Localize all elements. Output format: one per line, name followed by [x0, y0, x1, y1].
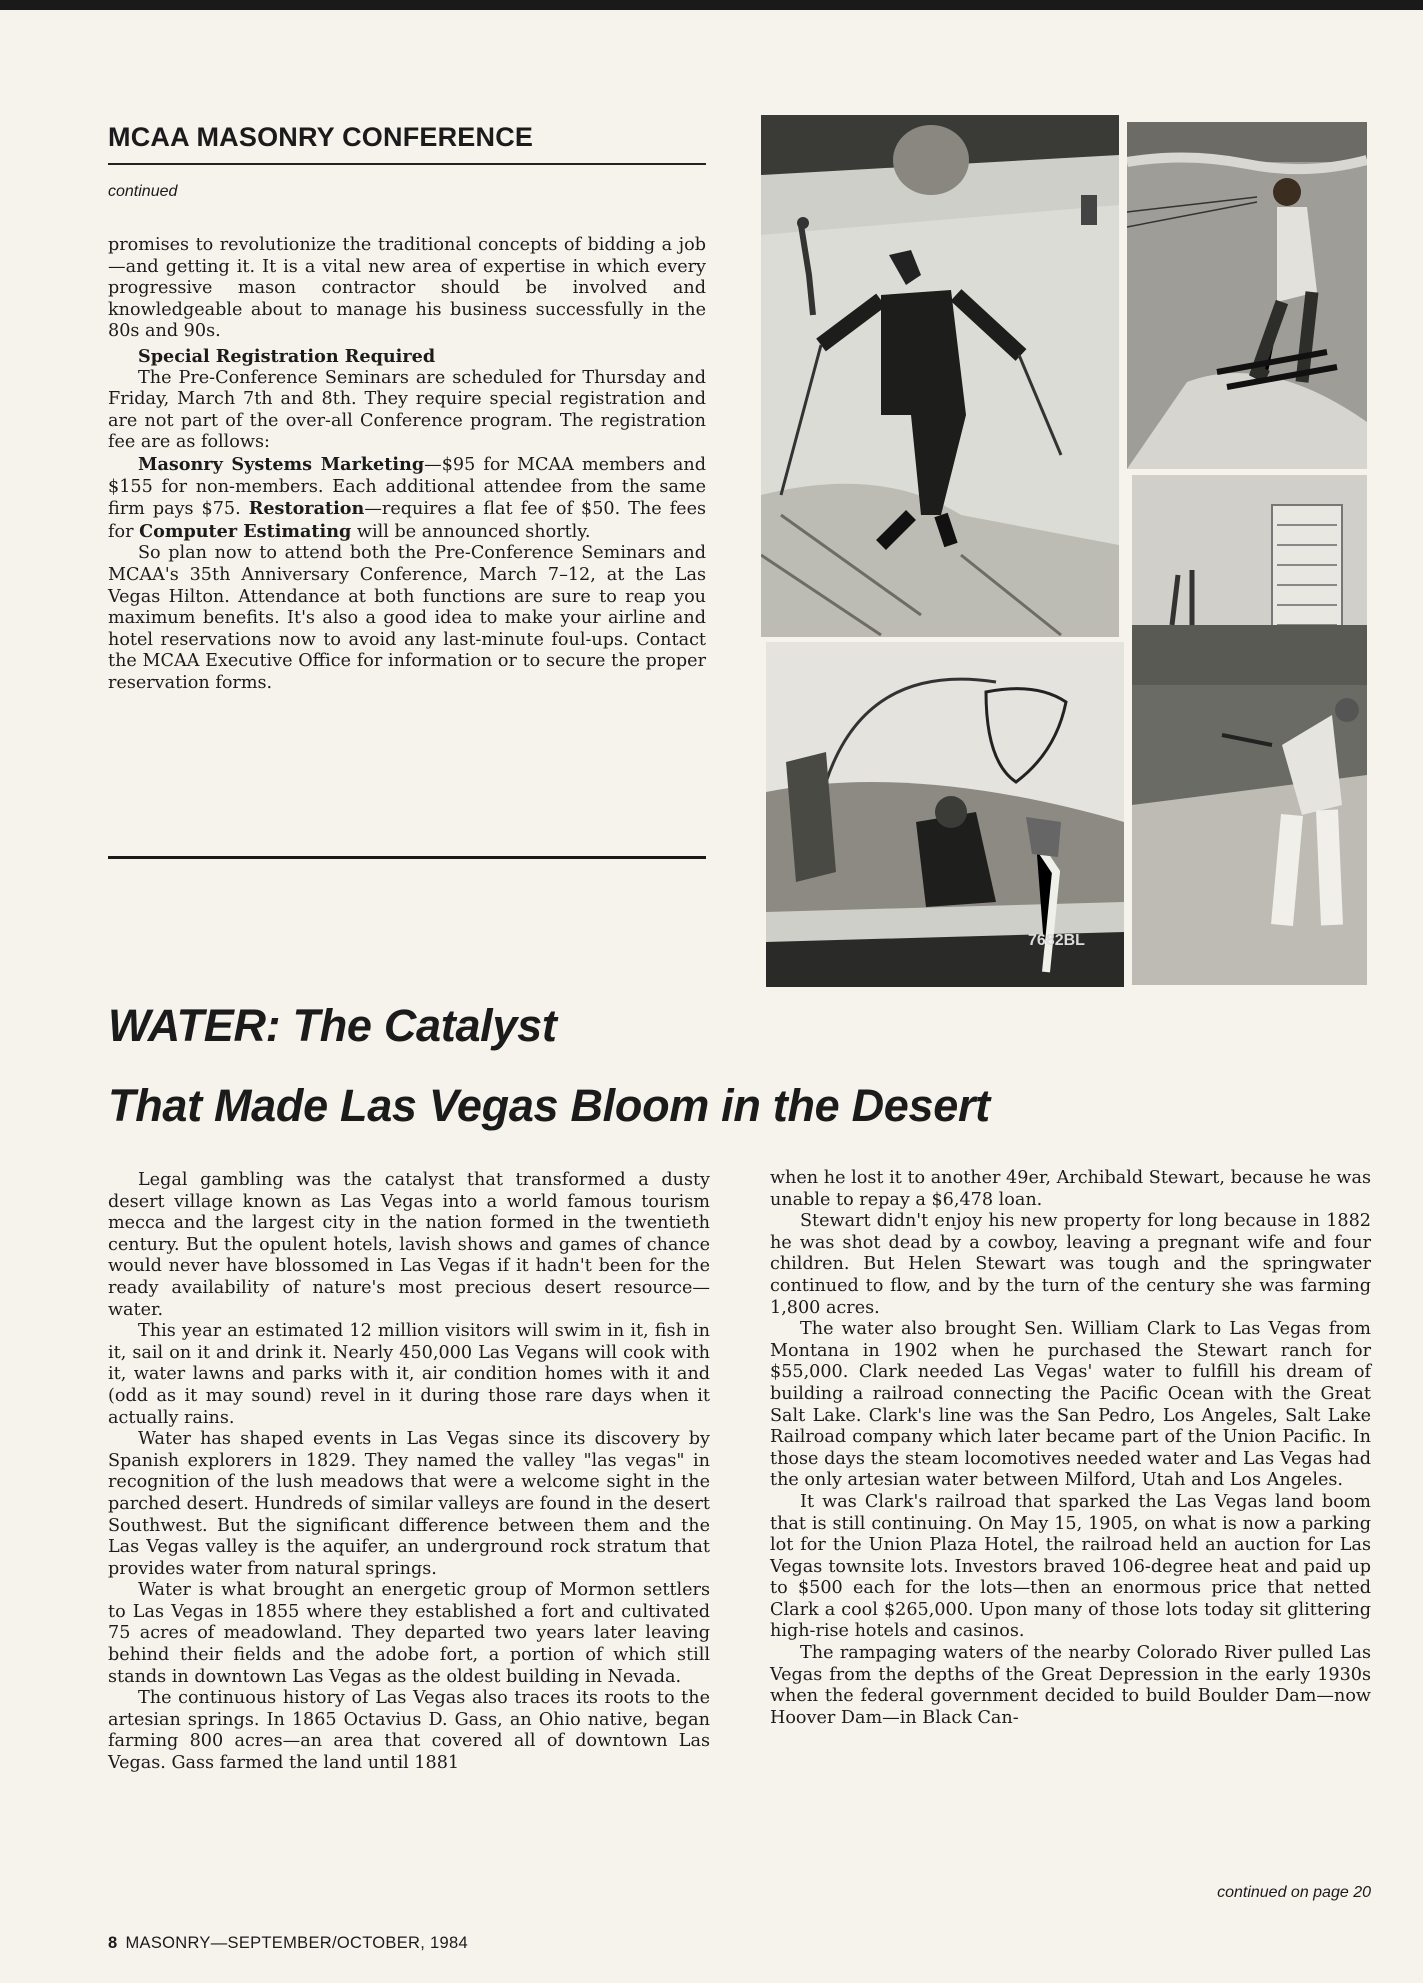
- article-right-column: [770, 1168, 1371, 1729]
- fee-term: Restoration: [248, 498, 365, 520]
- article-paragraph: This year an estimated 12 million visitors will swim in it, fish in it, sail on it and drink it. Nearly 450,000 Las Vegans will cook with it, water lawns and parks with it, air condition homes with it and (odd as it may sound) revel in it during those rare days when it actually rains.: [108, 1321, 710, 1428]
- fee-text: —requires a flat fee of $50. The fees for: [108, 499, 707, 542]
- article-paragraph: The water also brought Sen. William Clark to Las Vegas from Montana in 1902 when he purchased the Stewart ranch for $55,000. Clark needed Las Vegas' water to fulfill his dream of building a railroad connecting the Pacific Ocean with the Great Salt Lake. Clark's line was the San Pedro, Los Angeles, Salt Lake Railroad company which later became part of the Union Pacific. In those days the steam locomotives needed water and Las Vegas had the only artesian water between Milford, Utah and Los Angeles.: [770, 1319, 1371, 1491]
- fishing-photo: [766, 642, 1124, 987]
- water-skier-photo: [1127, 122, 1367, 469]
- continued-label: continued: [108, 183, 178, 200]
- column-end-rule: [108, 856, 706, 859]
- fee-term: Computer Estimating: [139, 520, 352, 542]
- article-paragraph: Water has shaped events in Las Vegas since its discovery by Spanish explorers in 1829. They named the valley "las vegas" in recognition of the lush meadows that were a welcome sight in the parched desert. Hundreds of similar valleys are found in the desert Southwest. But the significant difference between them and the Las Vegas valley is the aquifer, an underground rock stratum that provides water from natural springs.: [108, 1429, 710, 1579]
- registration-subhead: Special Registration Required: [138, 345, 436, 367]
- article-headline-line1: WATER: The Catalyst: [108, 1000, 557, 1051]
- conference-paragraph: So plan now to attend both the Pre-Conference Seminars and MCAA's 35th Anniversary Conference, March 7–12, at the Las Vegas Hilton. Attendance at both functions are sure to reap you maximum benefits. It's also a good idea to make your airline and hotel reservations now to avoid any last-minute foul-ups. Contact the MCAA Executive Office for information or to secure the proper reservation forms.: [108, 543, 706, 693]
- article-headline-line2: That Made Las Vegas Bloom in the Desert: [108, 1080, 990, 1131]
- article-paragraph: The rampaging waters of the nearby Colorado River pulled Las Vegas from the depths of the Great Depression in the early 1930s when the federal government decided to build Boulder Dam—now Hoover Dam—in Black Can-: [770, 1643, 1371, 1728]
- conference-column: [108, 235, 706, 694]
- article-paragraph: when he lost it to another 49er, Archibald Stewart, because he was unable to repay a $6,478 loan.: [770, 1168, 1371, 1210]
- continued-on-page-note: continued on page 20: [1217, 1884, 1371, 1901]
- conference-paragraph: The Pre-Conference Seminars are scheduled for Thursday and Friday, March 7th and 8th. They require special registration and are not part of the over-all Conference program. The registration fee are as follows:: [108, 367, 706, 453]
- page-number: 8: [108, 1934, 118, 1952]
- article-paragraph: Water is what brought an energetic group of Mormon settlers to Las Vegas in 1855 where they established a fort and cultivated 75 acres of meadowland. They departed two years later leaving behind their fields and the adobe fort, a portion of which still stands in downtown Las Vegas as the oldest building in Nevada.: [108, 1580, 710, 1687]
- article-paragraph: It was Clark's railroad that sparked the Las Vegas land boom that is still continuing. On May 15, 1905, on what is now a parking lot for the Union Plaza Hotel, the railroad held an auction for Las Vegas townsite lots. Investors braved 106-degree heat and paid up to $500 each for the lots—then an enormous price that netted Clark a cool $265,000. Upon many of those lots today sit glittering high-rise hotels and casinos.: [770, 1491, 1371, 1642]
- magazine-page: [0, 10, 1423, 1983]
- article-paragraph: Legal gambling was the catalyst that transformed a dusty desert village known as Las Vegas into a world famous tourism mecca and the largest city in the nation formed in the twentieth century. But the opulent hotels, lavish shows and games of chance would never have blossomed in Las Vegas if it hadn't been for the ready availability of nature's most precious desert resource—water.: [108, 1170, 710, 1320]
- skier-photo: [761, 115, 1119, 637]
- conference-paragraph: promises to revolutionize the traditional concepts of bidding a job—and getting it. It is a vital new area of expertise in which every progressive mason contractor should be involved and knowledgeable about to manage his business successfully in the 80s and 90s.: [108, 235, 706, 342]
- section-title-rule: [108, 163, 706, 165]
- article-paragraph: Stewart didn't enjoy his new property for long because in 1882 he was shot dead by a cowboy, leaving a pregnant wife and four children. But Helen Stewart was tough and the springwater continued to flow, and by the turn of the century she was farming 1,800 acres.: [770, 1211, 1371, 1318]
- fee-term: Masonry Systems Marketing: [138, 453, 425, 475]
- fee-text: will be announced shortly.: [351, 521, 591, 542]
- fee-text: —$95 for MCAA members and $155 for non-members. Each additional attendee from the same firm pays $75.: [108, 454, 706, 520]
- article-paragraph: The continuous history of Las Vegas also traces its roots to the artesian springs. In 1865 Octavius D. Gass, an Ohio native, began farming 800 acres—an area that covered all of downtown Las Vegas. Gass farmed the land until 1881: [108, 1688, 710, 1774]
- golfer-photo: [1132, 475, 1367, 985]
- page-footer: [108, 1934, 468, 1953]
- boat-registration-number: 7682BL: [1028, 932, 1085, 949]
- fees-paragraph: [108, 454, 706, 543]
- article-left-column: [108, 1170, 710, 1775]
- binding-mark: [868, 10, 904, 24]
- section-title: MCAA MASONRY CONFERENCE: [108, 122, 534, 152]
- issue-line: MASONRY—SEPTEMBER/OCTOBER, 1984: [125, 1934, 468, 1952]
